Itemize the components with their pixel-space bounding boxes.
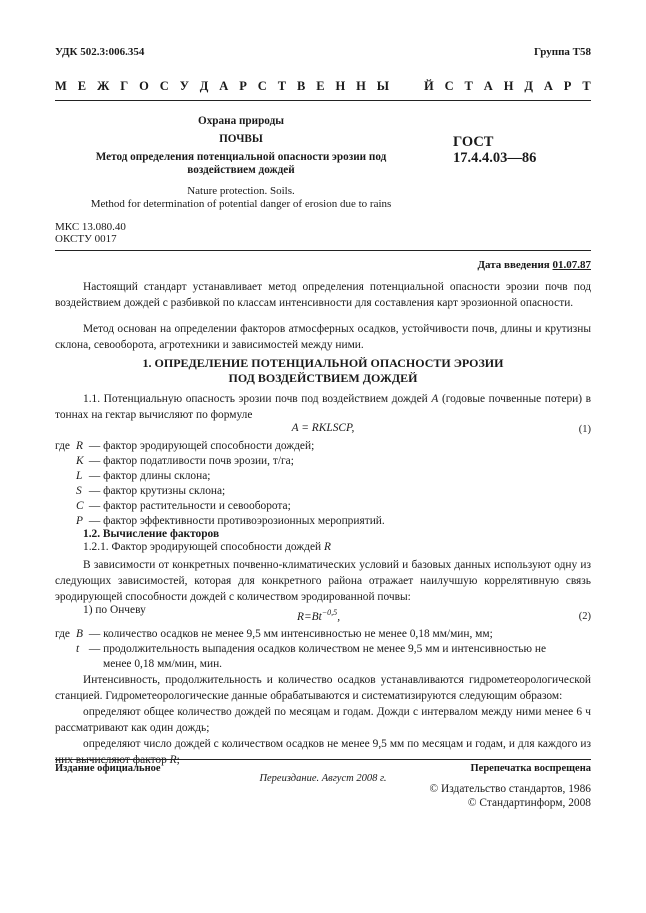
clause-1-1 (55, 391, 591, 423)
definition-text: — фактор крутизны склона; (86, 485, 226, 497)
definition-t (76, 641, 546, 657)
clause-1-1-text-a: 1.1. Потенциальную опасность эрозии почв под воздействием дождей (83, 393, 428, 405)
effective-date-value: 01.07.87 (552, 259, 591, 271)
clause-1-1-text-b: (годовые почвенные потери) в тоннах на гектар вычисляют по формуле (55, 393, 591, 421)
definition-t-continued: менее 0,18 мм/мин, мин. (103, 658, 223, 670)
effective-date (477, 259, 591, 271)
formula-2-exponent: −0,5 (321, 608, 338, 617)
effective-date-label: Дата введения (477, 259, 550, 271)
heading-letter: Ы (376, 79, 390, 93)
definition-b-symbol: B (76, 628, 83, 640)
heading-letter: Н (335, 79, 346, 93)
section1-title-line1: 1. ОПРЕДЕЛЕНИЕ ПОТЕНЦИАЛЬНОЙ ОПАСНОСТИ ЭРОЗИИ (142, 356, 504, 370)
gost-number: 17.4.4.03—86 (453, 150, 537, 166)
heading-letter: Г (120, 79, 129, 93)
header-divider (55, 100, 591, 101)
subsection-1-2-1-symbol: R (323, 541, 331, 553)
heading-letter: О (139, 79, 149, 93)
subsection-1-2-1 (83, 541, 331, 553)
total-rains-paragraph: определяют общее количество дождей по месяцам и годам. Дожди с интервалом между ними менее 6 ч рассматривают как один дождь; (55, 706, 591, 734)
heading-letter: С (444, 79, 454, 93)
title-method-line2: воздействием дождей (187, 164, 295, 176)
formula-2 (297, 608, 340, 623)
heading-letter: А (543, 79, 553, 93)
subsection-1-2: 1.2. Вычисление факторов (83, 528, 220, 540)
formula-2-tail: , (337, 610, 341, 623)
heading-letter: Р (239, 79, 247, 93)
title-nature-protection: Охрана природы (198, 115, 284, 127)
definition-t-text: — продолжительность выпадения осадков количеством не менее 9,5 мм и интенсивностью не (88, 643, 547, 655)
section1-title-line2: ПОД ВОЗДЕЙСТВИЕМ ДОЖДЕЙ (228, 371, 418, 385)
where-label-2: где (55, 628, 70, 640)
reissue-note: Переиздание. Август 2008 г. (259, 773, 387, 784)
definition-text: — фактор эродирующей способности дождей; (86, 440, 315, 452)
heading-letter: Т (464, 79, 473, 93)
copyright-1986: © Издательство стандартов, 1986 (429, 783, 591, 795)
heading-letter: Т (277, 79, 287, 93)
formula-2-main: R=Bt (297, 610, 322, 623)
definition-symbol: P (76, 515, 83, 527)
definition-symbol: L (76, 470, 83, 482)
definition-symbol: C (76, 500, 84, 512)
definition-text: — фактор податливости почв эрозии, т/га; (86, 455, 294, 467)
definition-row (76, 438, 314, 454)
heading-letter: Й (423, 79, 434, 93)
okstu-code: ОКСТУ 0017 (55, 233, 117, 245)
group-code: Группа Т58 (533, 46, 591, 58)
definition-row (76, 498, 291, 514)
subsection-1-2-1-text: 1.2.1. Фактор эродирующей способности дождей (83, 541, 322, 553)
heading-letter: С (159, 79, 169, 93)
definition-text: — фактор эффективности противоэрозионных мероприятий. (86, 515, 385, 527)
heading-letter: А (219, 79, 229, 93)
rains-count-text: определяют число дождей с количеством осадков не менее 9,5 мм по месяцам и годам, и для каждого из них вычисляют фактор (55, 738, 591, 766)
heading-letter: М (55, 79, 67, 93)
definition-t-symbol: t (76, 643, 80, 655)
heading-letter: Д (199, 79, 209, 93)
udk-code: УДК 502.3:006.354 (55, 46, 145, 58)
definition-row (76, 513, 385, 529)
heading-letter: Ж (96, 79, 110, 93)
heading-letter: Т (582, 79, 591, 93)
heading-letter: Н (356, 79, 366, 93)
gost-label: ГОСТ (453, 134, 494, 150)
item-onchev: 1) по Ончеву (83, 604, 146, 616)
rains-count-symbol: R (169, 754, 177, 766)
clause-1-1-symbol: A (431, 393, 439, 405)
heading-letter: С (257, 79, 267, 93)
reprint-forbidden: Перепечатка воспрещена (470, 763, 591, 774)
heading-letter: Е (77, 79, 87, 93)
definition-symbol: K (76, 455, 84, 467)
footer-divider (55, 759, 591, 760)
definition-symbol: S (76, 485, 82, 497)
formula-2-number: (2) (578, 611, 591, 622)
definition-row (76, 453, 294, 469)
definition-text: — фактор длины склона; (86, 470, 211, 482)
intro-paragraph-1: Настоящий стандарт устанавливает метод определения потенциальной опасности эрозии почв под воздействием дождей с разбивкой по классам интенсивности для составления карт эрозионной опасности. (55, 281, 591, 309)
definition-symbol: R (76, 440, 83, 452)
dependency-paragraph: В зависимости от конкретных почвенно-климатических условий и базовых данных используют одну из следующих зависимостей, которая для конкретного района отражает наилучшую коррелятивную связь эродирующей способности дождей с количеством эродированной почвы: (55, 559, 591, 603)
title-method-line1: Метод определения потенциальной опасности эрозии под (95, 151, 387, 163)
heading-letter: Е (316, 79, 325, 93)
intro-paragraph-2: Метод основан на определении факторов атмосферных осадков, устойчивости почв, длины и крутизны склона, севооборота, агротехники и зависимостей между ними. (55, 323, 591, 351)
heading-letter: Р (563, 79, 572, 93)
definition-row (76, 468, 210, 484)
copyright-2008: © Стандартинформ, 2008 (467, 797, 591, 809)
definition-text: — фактор растительности и севооборота; (86, 500, 291, 512)
official-edition: Издание официальное (55, 763, 161, 774)
where-label: где (55, 440, 70, 452)
title-english-line2: Method for determination of potential danger of erosion due to rains (90, 198, 392, 210)
heading-letter: В (296, 79, 306, 93)
heading-letter: Н (503, 79, 514, 93)
heading-letter: А (483, 79, 493, 93)
interstate-standard-heading (55, 79, 591, 94)
heading-letter: У (179, 79, 189, 93)
definition-b-text: — количество осадков не менее 9,5 мм интенсивностью не менее 0,18 мм/мин, мм; (88, 628, 493, 640)
title-soils: ПОЧВЫ (219, 133, 263, 145)
title-english-line1: Nature protection. Soils. (187, 185, 295, 197)
heading-letter: Д (524, 79, 533, 93)
definition-b (76, 626, 493, 642)
intensity-paragraph: Интенсивность, продолжительность и количество осадков устанавливаются гидрометеорологической станцией. Гидрометеорологические данные обрабатываются и систематизируются следующим образом: (55, 674, 591, 702)
mks-code: МКС 13.080.40 (55, 221, 126, 233)
definition-row (76, 483, 225, 499)
formula-1: A = RKLSCP, (291, 422, 355, 434)
codes-divider (55, 250, 591, 251)
rains-count-tail: ; (176, 754, 180, 766)
formula-1-number: (1) (578, 424, 591, 435)
